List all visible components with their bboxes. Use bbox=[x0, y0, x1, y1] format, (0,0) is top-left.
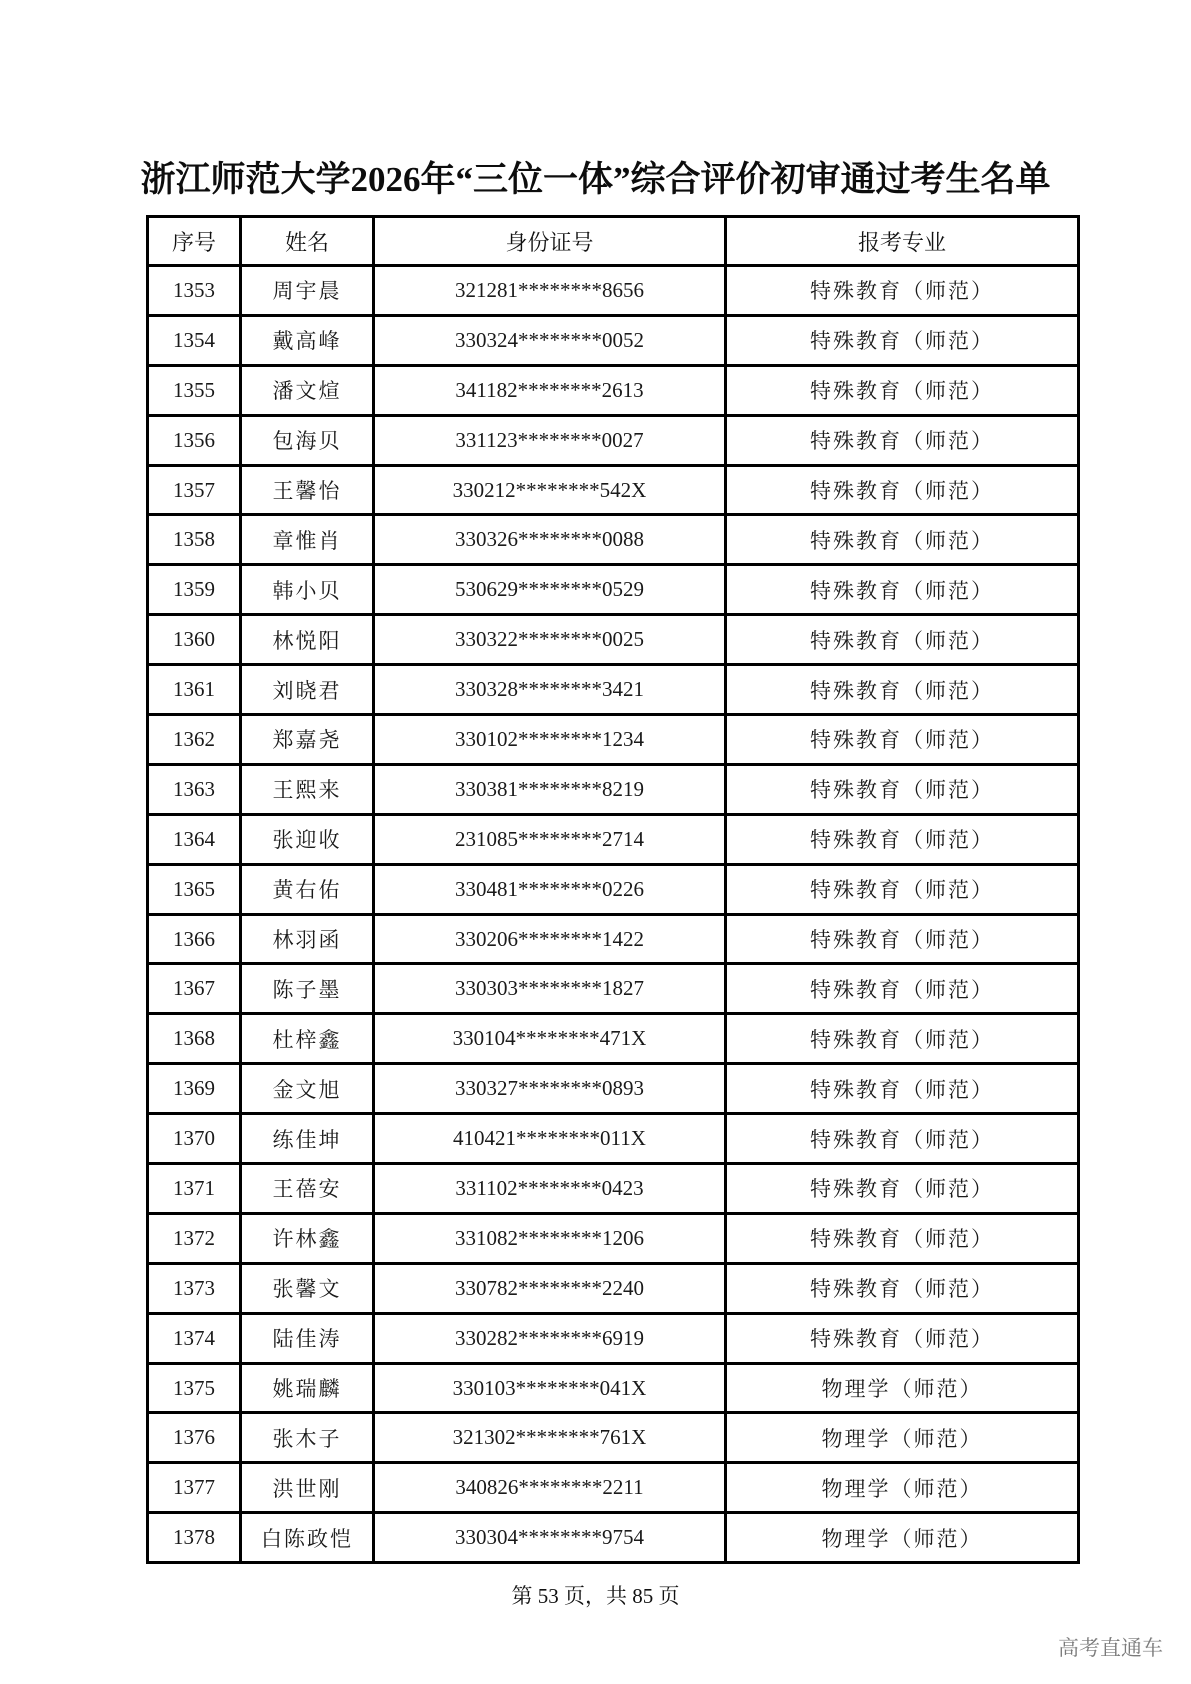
cell-major: 特殊教育（师范） bbox=[726, 1014, 1079, 1064]
table-row bbox=[148, 715, 1079, 765]
cell-name: 杜梓鑫 bbox=[241, 1014, 374, 1064]
cell-id-number: 330102********1234 bbox=[374, 715, 726, 765]
cell-name: 许林鑫 bbox=[241, 1213, 374, 1263]
cell-serial-no: 1367 bbox=[148, 964, 241, 1014]
cell-name: 王馨怡 bbox=[241, 465, 374, 515]
header-name: 姓名 bbox=[241, 217, 374, 266]
table-row bbox=[148, 415, 1079, 465]
table-row bbox=[148, 964, 1079, 1014]
cell-major: 特殊教育（师范） bbox=[726, 266, 1079, 316]
cell-name: 周宇晨 bbox=[241, 266, 374, 316]
cell-id-number: 330206********1422 bbox=[374, 914, 726, 964]
header-id-number: 身份证号 bbox=[374, 217, 726, 266]
cell-major: 特殊教育（师范） bbox=[726, 1263, 1079, 1313]
cell-name: 王熙来 bbox=[241, 764, 374, 814]
table-row bbox=[148, 1463, 1079, 1513]
cell-id-number: 330104********471X bbox=[374, 1014, 726, 1064]
cell-id-number: 231085********2714 bbox=[374, 814, 726, 864]
cell-major: 物理学（师范） bbox=[726, 1463, 1079, 1513]
table-row bbox=[148, 814, 1079, 864]
cell-major: 特殊教育（师范） bbox=[726, 365, 1079, 415]
watermark: 高考直通车 bbox=[1058, 1636, 1163, 1660]
cell-id-number: 530629********0529 bbox=[374, 565, 726, 615]
cell-serial-no: 1372 bbox=[148, 1213, 241, 1263]
table-row bbox=[148, 1014, 1079, 1064]
cell-id-number: 330303********1827 bbox=[374, 964, 726, 1014]
cell-name: 姚瑞麟 bbox=[241, 1363, 374, 1413]
document-title: 浙江师范大学2026年“三位一体”综合评价初审通过考生名单 bbox=[140, 160, 1051, 199]
table-row bbox=[148, 1263, 1079, 1313]
table-row bbox=[148, 465, 1079, 515]
table-row bbox=[148, 1064, 1079, 1114]
cell-name: 包海贝 bbox=[241, 415, 374, 465]
cell-name: 刘晓君 bbox=[241, 665, 374, 715]
cell-major: 特殊教育（师范） bbox=[726, 715, 1079, 765]
cell-serial-no: 1356 bbox=[148, 415, 241, 465]
cell-serial-no: 1357 bbox=[148, 465, 241, 515]
cell-major: 特殊教育（师范） bbox=[726, 914, 1079, 964]
table-row bbox=[148, 864, 1079, 914]
table-row bbox=[148, 515, 1079, 565]
header-major: 报考专业 bbox=[726, 217, 1079, 266]
cell-id-number: 330481********0226 bbox=[374, 864, 726, 914]
cell-id-number: 331123********0027 bbox=[374, 415, 726, 465]
cell-id-number: 321302********761X bbox=[374, 1413, 726, 1463]
cell-serial-no: 1359 bbox=[148, 565, 241, 615]
cell-name: 练佳坤 bbox=[241, 1114, 374, 1164]
cell-name: 张木子 bbox=[241, 1413, 374, 1463]
header-serial-no: 序号 bbox=[148, 217, 241, 266]
cell-serial-no: 1378 bbox=[148, 1513, 241, 1563]
table-row bbox=[148, 1313, 1079, 1363]
cell-name: 潘文煊 bbox=[241, 365, 374, 415]
cell-major: 特殊教育（师范） bbox=[726, 1164, 1079, 1214]
cell-major: 特殊教育（师范） bbox=[726, 814, 1079, 864]
cell-major: 特殊教育（师范） bbox=[726, 1114, 1079, 1164]
cell-name: 郑嘉尧 bbox=[241, 715, 374, 765]
cell-name: 林悦阳 bbox=[241, 615, 374, 665]
cell-serial-no: 1366 bbox=[148, 914, 241, 964]
cell-serial-no: 1363 bbox=[148, 764, 241, 814]
cell-serial-no: 1362 bbox=[148, 715, 241, 765]
cell-serial-no: 1365 bbox=[148, 864, 241, 914]
table-row bbox=[148, 764, 1079, 814]
cell-serial-no: 1373 bbox=[148, 1263, 241, 1313]
cell-name: 陈子墨 bbox=[241, 964, 374, 1014]
cell-id-number: 330328********3421 bbox=[374, 665, 726, 715]
cell-id-number: 330103********041X bbox=[374, 1363, 726, 1413]
cell-id-number: 330282********6919 bbox=[374, 1313, 726, 1363]
cell-id-number: 321281********8656 bbox=[374, 266, 726, 316]
cell-id-number: 330782********2240 bbox=[374, 1263, 726, 1313]
cell-serial-no: 1354 bbox=[148, 315, 241, 365]
cell-id-number: 330324********0052 bbox=[374, 315, 726, 365]
cell-major: 物理学（师范） bbox=[726, 1363, 1079, 1413]
cell-serial-no: 1355 bbox=[148, 365, 241, 415]
cell-id-number: 331102********0423 bbox=[374, 1164, 726, 1214]
cell-major: 特殊教育（师范） bbox=[726, 1064, 1079, 1114]
cell-serial-no: 1361 bbox=[148, 665, 241, 715]
table-row bbox=[148, 365, 1079, 415]
cell-serial-no: 1374 bbox=[148, 1313, 241, 1363]
cell-name: 陆佳涛 bbox=[241, 1313, 374, 1363]
cell-serial-no: 1376 bbox=[148, 1413, 241, 1463]
cell-major: 特殊教育（师范） bbox=[726, 764, 1079, 814]
cell-name: 白陈政恺 bbox=[241, 1513, 374, 1563]
cell-serial-no: 1353 bbox=[148, 266, 241, 316]
cell-major: 特殊教育（师范） bbox=[726, 565, 1079, 615]
cell-major: 特殊教育（师范） bbox=[726, 315, 1079, 365]
cell-id-number: 341182********2613 bbox=[374, 365, 726, 415]
table-row bbox=[148, 565, 1079, 615]
page-number: 第 53 页，共 85 页 bbox=[511, 1584, 680, 1608]
cell-serial-no: 1364 bbox=[148, 814, 241, 864]
table-row bbox=[148, 1114, 1079, 1164]
cell-major: 特殊教育（师范） bbox=[726, 615, 1079, 665]
cell-name: 戴高峰 bbox=[241, 315, 374, 365]
cell-id-number: 330304********9754 bbox=[374, 1513, 726, 1563]
cell-name: 金文旭 bbox=[241, 1064, 374, 1114]
cell-major: 特殊教育（师范） bbox=[726, 515, 1079, 565]
cell-name: 洪世刚 bbox=[241, 1463, 374, 1513]
cell-name: 张迎收 bbox=[241, 814, 374, 864]
cell-major: 特殊教育（师范） bbox=[726, 1313, 1079, 1363]
cell-name: 张馨文 bbox=[241, 1263, 374, 1313]
cell-major: 特殊教育（师范） bbox=[726, 465, 1079, 515]
cell-id-number: 410421********011X bbox=[374, 1114, 726, 1164]
cell-serial-no: 1369 bbox=[148, 1064, 241, 1114]
cell-name: 林羽函 bbox=[241, 914, 374, 964]
cell-id-number: 330322********0025 bbox=[374, 615, 726, 665]
candidate-table bbox=[146, 215, 1080, 1564]
table-row bbox=[148, 266, 1079, 316]
cell-serial-no: 1375 bbox=[148, 1363, 241, 1413]
cell-serial-no: 1371 bbox=[148, 1164, 241, 1214]
cell-serial-no: 1370 bbox=[148, 1114, 241, 1164]
table-row bbox=[148, 1164, 1079, 1214]
cell-id-number: 330326********0088 bbox=[374, 515, 726, 565]
table-row bbox=[148, 1513, 1079, 1563]
cell-major: 特殊教育（师范） bbox=[726, 415, 1079, 465]
cell-id-number: 330381********8219 bbox=[374, 764, 726, 814]
cell-serial-no: 1358 bbox=[148, 515, 241, 565]
cell-id-number: 330327********0893 bbox=[374, 1064, 726, 1114]
cell-major: 物理学（师范） bbox=[726, 1513, 1079, 1563]
table-row bbox=[148, 1363, 1079, 1413]
table-row bbox=[148, 1413, 1079, 1463]
cell-major: 特殊教育（师范） bbox=[726, 665, 1079, 715]
cell-serial-no: 1368 bbox=[148, 1014, 241, 1064]
cell-name: 韩小贝 bbox=[241, 565, 374, 615]
cell-id-number: 330212********542X bbox=[374, 465, 726, 515]
cell-id-number: 340826********2211 bbox=[374, 1463, 726, 1513]
cell-name: 章惟肖 bbox=[241, 515, 374, 565]
cell-serial-no: 1360 bbox=[148, 615, 241, 665]
cell-name: 王蓓安 bbox=[241, 1164, 374, 1214]
table-row bbox=[148, 665, 1079, 715]
table-row bbox=[148, 1213, 1079, 1263]
cell-id-number: 331082********1206 bbox=[374, 1213, 726, 1263]
cell-major: 物理学（师范） bbox=[726, 1413, 1079, 1463]
cell-name: 黄右佑 bbox=[241, 864, 374, 914]
table-row bbox=[148, 615, 1079, 665]
cell-major: 特殊教育（师范） bbox=[726, 1213, 1079, 1263]
cell-major: 特殊教育（师范） bbox=[726, 964, 1079, 1014]
cell-major: 特殊教育（师范） bbox=[726, 864, 1079, 914]
table-header-row bbox=[148, 217, 1079, 266]
table-row bbox=[148, 315, 1079, 365]
table-row bbox=[148, 914, 1079, 964]
cell-serial-no: 1377 bbox=[148, 1463, 241, 1513]
